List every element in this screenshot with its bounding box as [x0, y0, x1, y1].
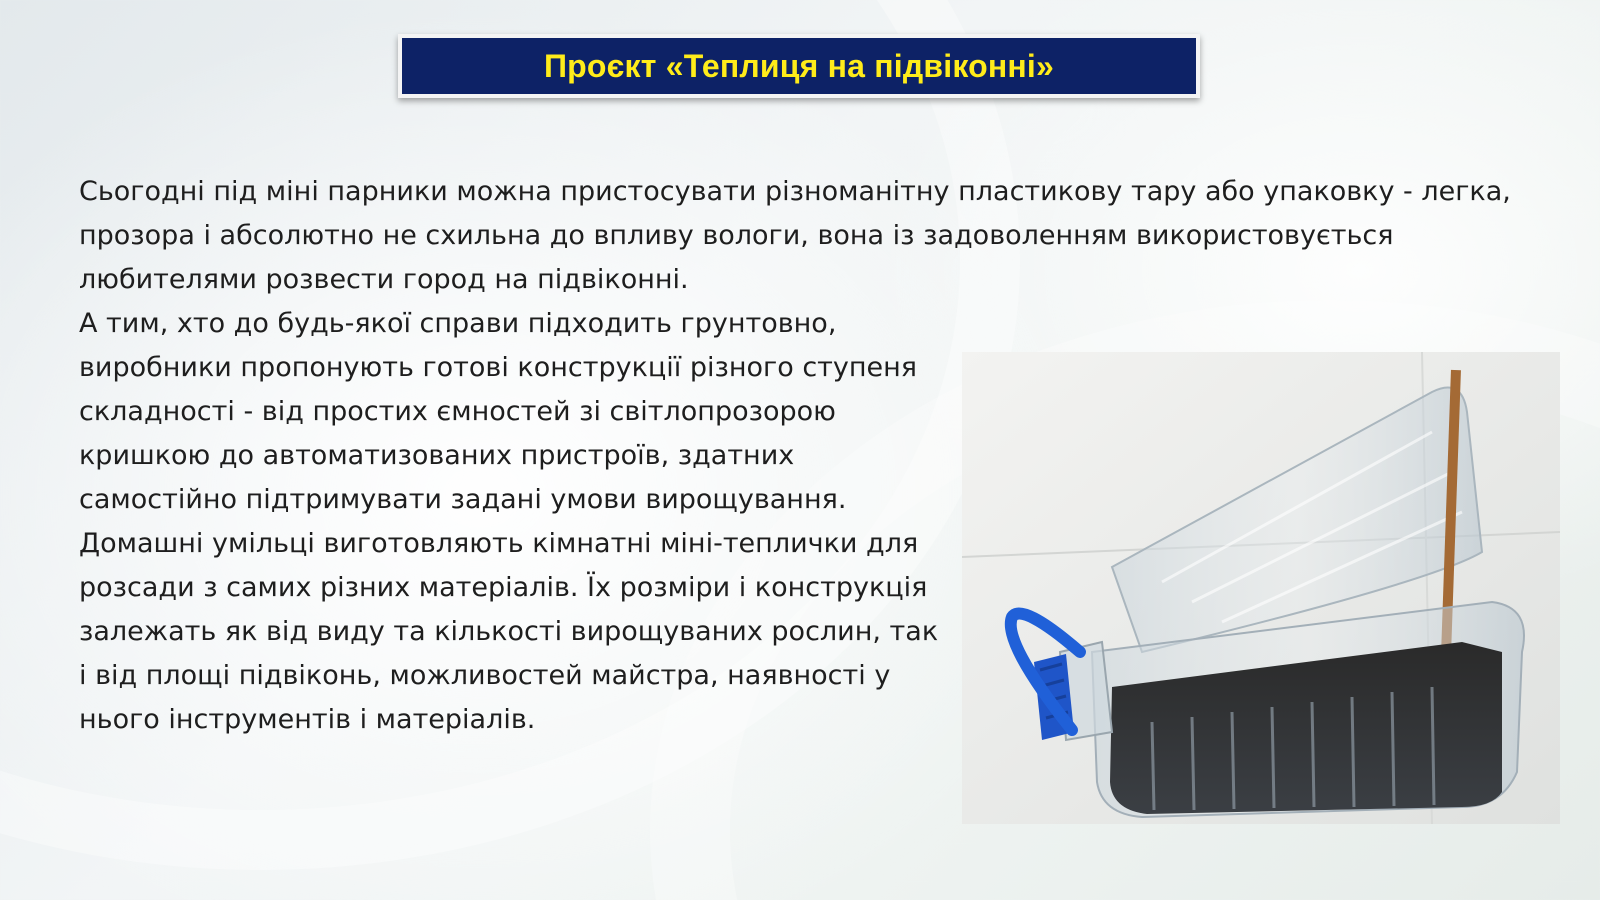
title-banner [398, 34, 1200, 98]
slide-title: Проєкт «Теплиця на підвіконні» [543, 47, 1055, 84]
paragraph-intro: Сьогодні під міні парники можна пристосувати різноманітну пластикову тару або упаковку - легка, прозора і абсолютно не схильна до впливу вологи, вона із задоволенням використовується любителями розвести город на підвіконні. [79, 176, 1511, 295]
paragraph-manufacturers: А тим, хто до будь-якої справи підходить грунтовно, виробники пропонують готові конструкції різного ступеня складності - від простих ємностей зі світлопрозорою кришкою до автоматизованих пристроїв, здатних самостійно підтримувати задані умови вирощування. [79, 308, 918, 515]
paragraph-home-makers: Домашні умільці виготовляють кімнатні міні-теплички для розсади з самих різних матеріалів. Їх розміри і конструкція залежать як від виду та кількості вирощуваних рослин, так і від площі підвіконь, можливостей майстра, наявності у нього інструментів і матеріалів. [79, 528, 939, 735]
greenhouse-photo [962, 352, 1560, 824]
plastic-bottle-greenhouse-photo [962, 352, 1560, 824]
